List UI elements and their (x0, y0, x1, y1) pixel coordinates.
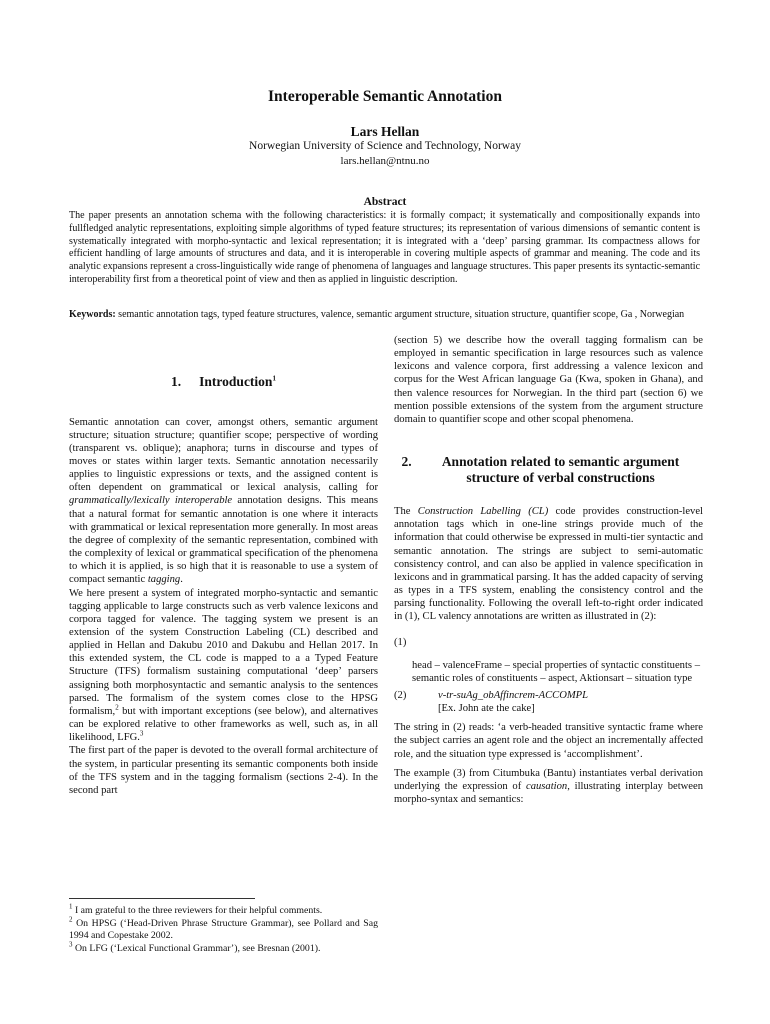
right-column (394, 334, 703, 806)
section-2-paragraph-3: The example (3) from Citumbuka (Bantu) instantiates verbal derivation underlying the expression of causation, illustrating interplay between morpho-syntax and semantics: (394, 767, 703, 806)
intro-paragraph-3: The first part of the paper is devoted to the overall formal architecture of the system, in particular presenting its semantic components both inside of the TFS system and in the tagging formalism (sections 2-4). In the second part (69, 745, 378, 796)
section-2-number: 2. (401, 454, 412, 470)
abstract-text: The paper presents an annotation schema with the following characteristics: it is formally compact; it systematically and compositionally expands into fullfledged analytic representations, exploiting simple algorithms of typed feature structures; its representation of various dimensions of semantic content is systematically integrated with morpho-syntactic and lexical representation; it is integrated with a ‘deep’ parsing grammar. Its compactness allows for efficient handling of large amounts of structures and data, and it is interoperable in covering multiple aspects of grammar and meaning. The code and its analytic expansions represent a cross-linguistically wide range of phenomena of languages and language structures. This paper presents its syntactic-semantic interoperability first from a theoretical point of view and then as applied in linguistic description. (69, 210, 701, 285)
footnote-3: $^3$ On LFG (‘Lexical Functional Grammar’), see Bresnan (2001). (69, 940, 321, 954)
author-email: lars.hellan@ntnu.no (340, 155, 430, 167)
intro-paragraph-4: (section 5) we describe how the overall tagging formalism can be employed in semantic specification in large resources such as valence lexicons and valence corpora, first addressing a valence lexicon and corpus for the West African language Ga (Kwa, spoken in Ghana), and then valence resources for Norwegian. In the third part (section 6) we mention possible extensions of the system from the argument structure domain to quantifier scope and other scopal phenomena. (394, 335, 703, 425)
intro-paragraph-1: Semantic annotation can cover, amongst others, semantic argument structure; situation structure; quantifier scope; perspective of wording (transparent vs. oblique); anaphora; turns in discourse and types of moves or states within larger texts. Semantic annotation necessarily applies to linguistic expressions or texts, and the assigned content is often dependent on grammatical or lexical analysis, calling for grammatically/lexically interoperable annotation designs. This means that a natural format for semantic annotation is one where it interacts with grammatical or lexical representation more generally. In most areas the degree of complexity of the semantic representation, combined with the complexity of lexical or grammatical specification of the phenomena to which it is applied, is so high that it is reasonable to use a system of compact semantic tagging. (69, 416, 378, 586)
footnote-divider (69, 898, 255, 899)
abstract-heading: Abstract (363, 196, 407, 208)
footnote-1: $^1$ I am grateful to the three reviewers for their helpful comments. (69, 902, 323, 916)
section-1-title: Introduction (199, 374, 273, 389)
example-1-text: head – valenceFrame – special properties of syntactic constituents – semantic roles of constituents – aspect, Aktionsart – situation type (412, 659, 700, 684)
intro-paragraph-2: We here present a system of integrated morpho-syntactic and semantic tagging applicable to large constructs such as verb valence lexicons and corpora tagged for valence. The tagging system we present is an extension of the system Construction Labeling (CL) described and applied in Hellan and Dakubu 2010 and Dakubu and Hellan 2017. In this extended system, the CL code is mapped to a a Typed Feature Structure (TFS) formalism sustaining computational ‘deep’ parsers assigning both morphosyntactic and semantic analysis to the sentences parsed. The formalism of the system comes close to the HPSG formalism,$^2$ but with important exceptions (see below), and alternatives can be explored relative to other frameworks as well, such as, in all likelihood, LFG.$^3$ (69, 587, 378, 744)
footnote-ref-3: 3 (139, 729, 144, 738)
footnote-ref-2: 2 (115, 703, 119, 712)
section-2-paragraph-1: The Construction Labelling (CL) code provides construction-level annotation tags which in one-line strings provide much of the information that could otherwise be expressed in multi-tier syntactic and semantic annotation. The strings are subject to semi-automatic consistency control, and can also be applied in valence specification in lexicons and in grammatical parsing. It has the added capacity of serving as types in a TFS system, enabling the consistency control and the parsing functionality. Following the overall left-to-right order indicated in (1), CL valency annotations are written as illustrated in (2): (394, 506, 703, 623)
keywords-text: semantic annotation tags, typed feature structures, valence, semantic argument structure, situation structure, quantifier scope, Ga , Norwegian (118, 309, 685, 320)
section-2-paragraph-2: The string in (2) reads: ‘a verb-headed transitive syntactic frame where the subject carries an agent role and the object an incrementally affected role, and the situation type expressed is ‘accomplishment’. (394, 722, 703, 760)
section-1-number: 1. (171, 374, 182, 389)
example-1-number: (1) (394, 636, 407, 648)
keywords (69, 309, 700, 322)
section-2-title: Annotation related to semantic argument structure of verbal constructions (441, 454, 680, 485)
footnote-2: $^2$ On HPSG (‘Head-Driven Phrase Structure Grammar), see Pollard and Sag 1994 and Copestake 2002. (69, 915, 378, 941)
left-column (69, 374, 378, 797)
author-affiliation: Norwegian University of Science and Technology, Norway (249, 140, 521, 152)
author-name: Lars Hellan (350, 124, 420, 139)
section-2-heading (394, 454, 703, 485)
section-1-heading (69, 374, 378, 390)
keywords-label: Keywords: (69, 309, 116, 320)
example-2-number: (2) (394, 689, 407, 701)
example-2-gloss: [Ex. John ate the cake] (438, 703, 535, 715)
example-2 (394, 689, 703, 715)
example-2-code: v-tr-suAg_obAffincrem-ACCOMPL (438, 689, 589, 701)
footnotes (69, 902, 378, 955)
paper-title: Interoperable Semantic Annotation (268, 88, 502, 105)
footnote-ref-1: 1 (272, 374, 276, 383)
